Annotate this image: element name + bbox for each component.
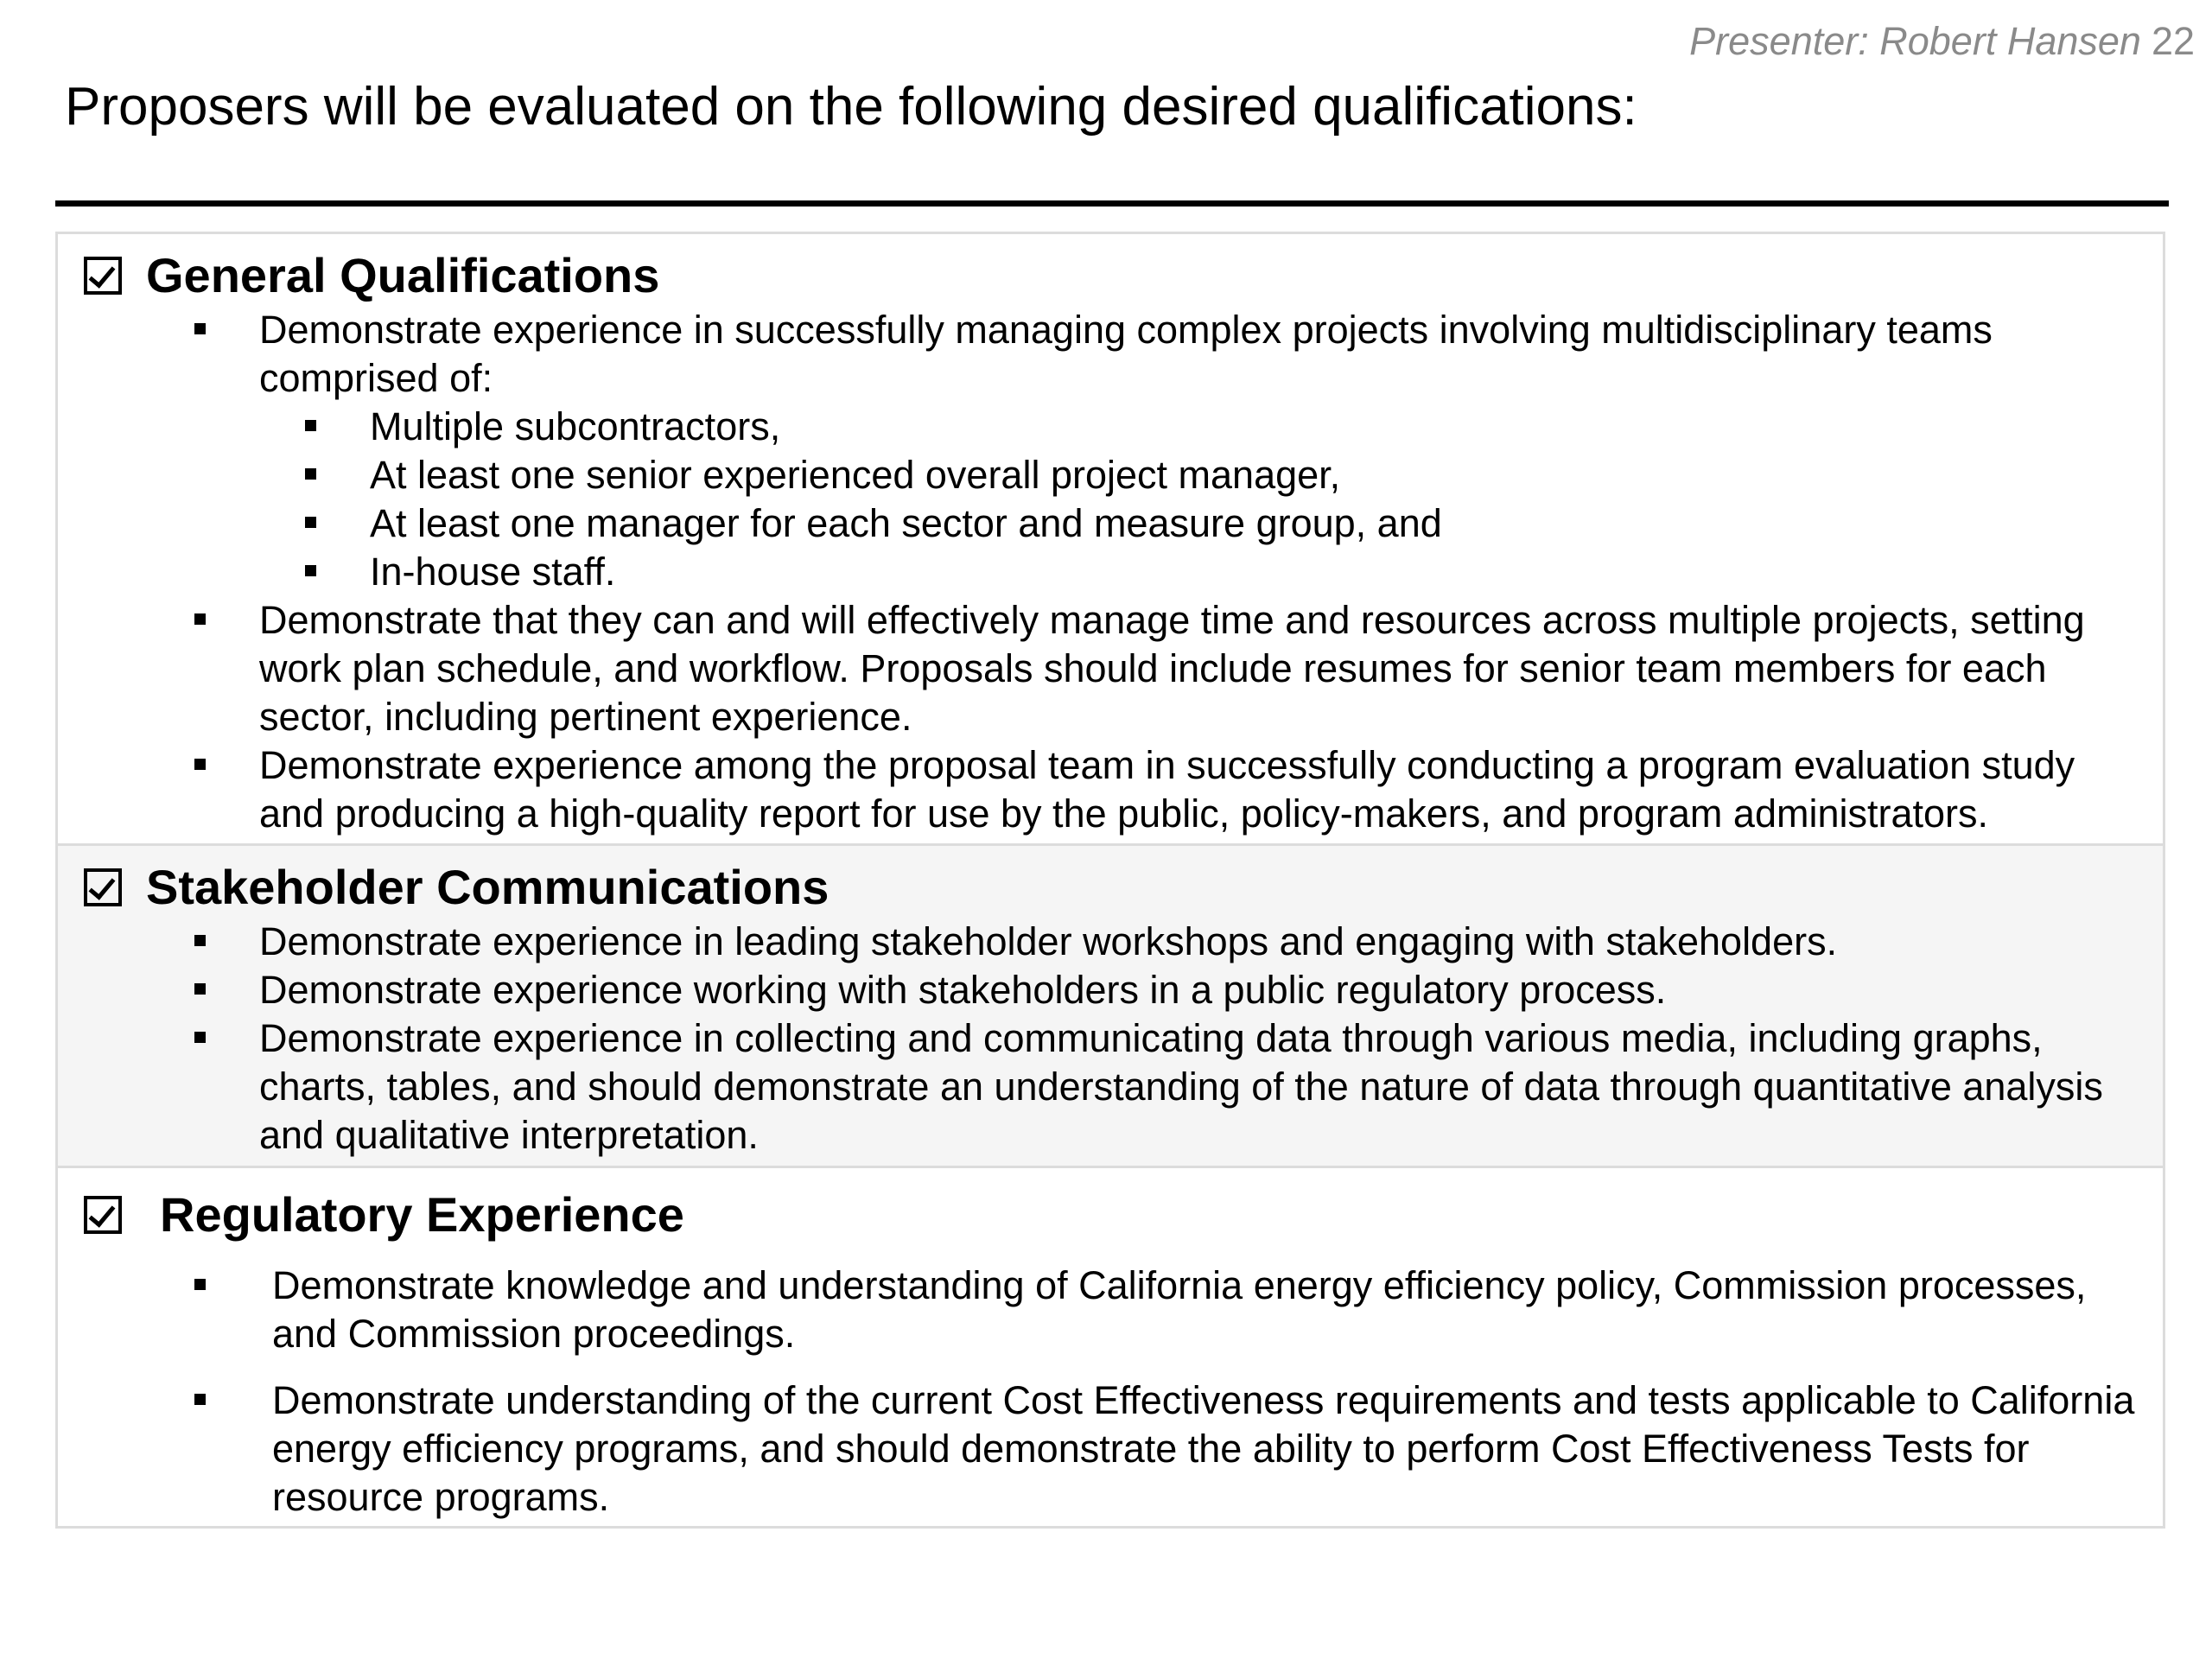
checkbox-checked-icon [84,868,122,906]
checkbox-checked-icon [84,1196,122,1234]
checkbox-checked-icon [84,257,122,295]
square-bullet-icon [194,323,206,334]
list-item [58,966,2163,1014]
list-item-text: Demonstrate experience in collecting and communicating data through various media, including graphs, charts, tables, and should demonstrate an understanding of the nature of data through quantitative analysis and qualitative interpretation. [259,1016,2103,1157]
square-bullet-icon [194,759,206,770]
square-bullet-icon [305,517,316,528]
list-item [58,596,2163,741]
bullet-list [58,306,2163,838]
list-item [58,1376,2163,1522]
presenter-line [1689,19,2195,64]
list-item [58,306,2163,596]
square-bullet-icon [194,1279,206,1290]
list-item [58,741,2163,838]
section-title: Regulatory Experience [160,1187,684,1242]
section-regulatory-experience [55,1166,2165,1529]
list-item-text: Demonstrate understanding of the current Cost Effectiveness requirements and tests applicable to California energy efficiency programs, and should demonstrate the ability to perform Cost Effectiveness Tests for resource programs. [272,1378,2135,1519]
sub-list-item-text: At least one manager for each sector and measure group, and [370,501,1442,545]
square-bullet-icon [194,935,206,946]
sub-list-item-text: Multiple subcontractors, [370,404,781,448]
list-item-text: Demonstrate experience working with stakeholders in a public regulatory process. [259,968,1667,1012]
section-header [84,1187,684,1242]
list-item-text: Demonstrate that they can and will effectively manage time and resources across multiple projects, setting work plan schedule, and workflow. Proposals should include resumes for senior team members for each sector, including pertinent experience. [259,598,2085,739]
sub-list-item-text: In-house staff. [370,550,616,594]
list-item [58,1014,2163,1160]
list-item-text: Demonstrate knowledge and understanding of California energy efficiency policy, Commission processes, and Commission proceedings. [272,1263,2087,1356]
bullet-list [58,918,2163,1160]
section-general-qualifications [55,232,2165,848]
presenter-name: Presenter: Robert Hansen [1689,19,2141,63]
title-divider [55,200,2169,207]
section-header [84,860,830,914]
list-item-text: Demonstrate experience in successfully managing complex projects involving multidisciplinary teams comprised of: [259,308,1993,400]
bullet-list [58,1262,2163,1540]
sub-list-item [259,499,2137,548]
section-title: General Qualifications [146,248,660,302]
sub-list-item [259,451,2137,499]
list-item [58,1262,2163,1358]
square-bullet-icon [305,420,316,431]
square-bullet-icon [194,983,206,995]
square-bullet-icon [194,1394,206,1405]
list-item-text: Demonstrate experience in leading stakeholder workshops and engaging with stakeholders. [259,919,1838,963]
section-stakeholder-communications [55,843,2165,1170]
sub-list-item-text: At least one senior experienced overall project manager, [370,453,1341,497]
page-number: 22 [2151,19,2195,63]
sub-bullet-list [259,403,2137,596]
slide-title: Proposers will be evaluated on the following desired qualifications: [65,77,1637,137]
square-bullet-icon [194,1032,206,1043]
list-item [58,918,2163,966]
list-item-text: Demonstrate experience among the proposal team in successfully conducting a program evaluation study and producing a high-quality report for use by the public, policy-makers, and program administrators. [259,743,2075,836]
section-title: Stakeholder Communications [146,860,830,914]
sub-list-item [259,548,2137,596]
square-bullet-icon [305,468,316,480]
square-bullet-icon [194,613,206,625]
sub-list-item [259,403,2137,451]
square-bullet-icon [305,565,316,576]
section-header [84,248,660,302]
